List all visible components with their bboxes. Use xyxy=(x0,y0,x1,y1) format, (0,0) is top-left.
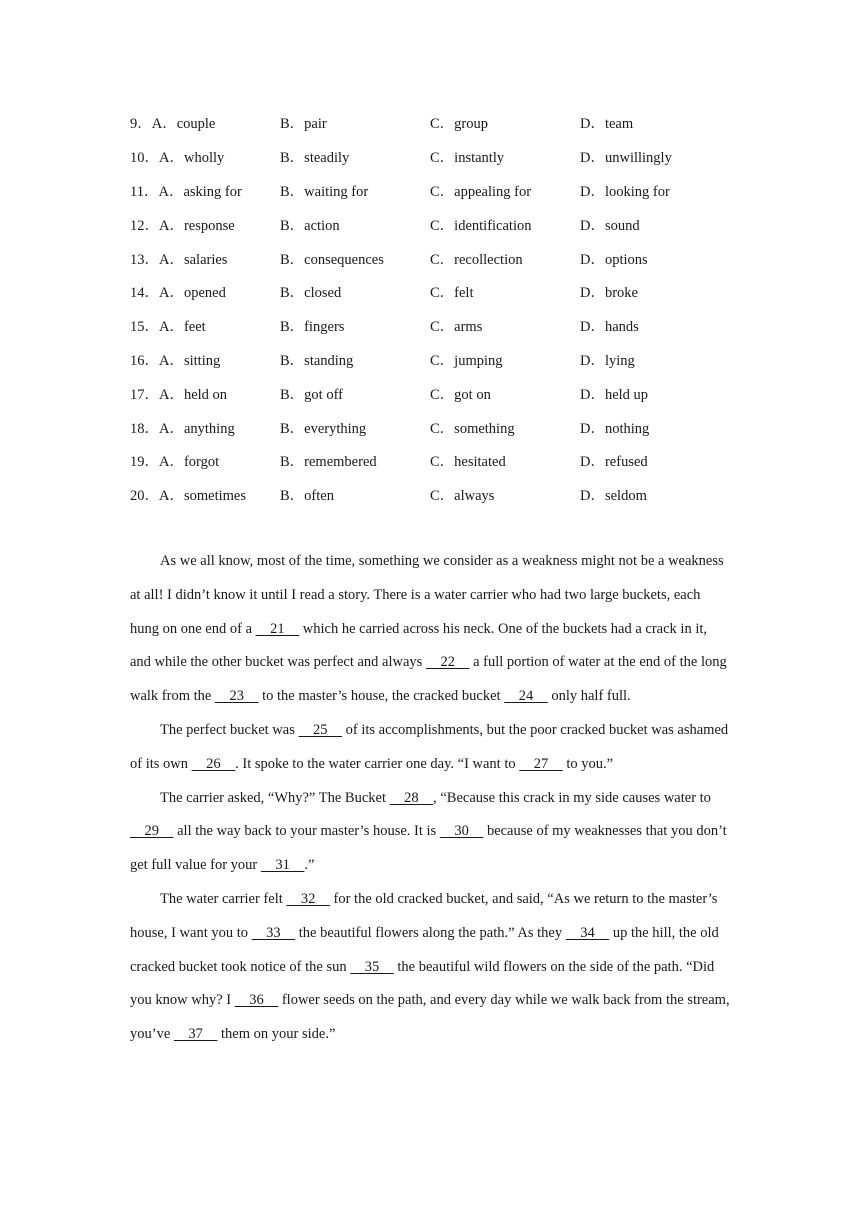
passage-paragraph-3 xyxy=(130,782,730,883)
question-number: 20． xyxy=(130,488,159,505)
blank-21: 21 xyxy=(255,620,300,637)
passage-text: .” xyxy=(304,857,315,874)
option-d: D．nothing xyxy=(580,420,650,437)
option-a: A．couple xyxy=(151,116,216,133)
option-b-cell xyxy=(280,417,430,438)
option-a: A．held on xyxy=(159,386,228,403)
option-c: C．something xyxy=(430,420,515,437)
option-c-cell xyxy=(430,281,580,302)
option-d-cell xyxy=(580,383,730,404)
question-row xyxy=(130,343,770,377)
option-c: C．appealing for xyxy=(430,183,532,200)
option-a-cell xyxy=(130,146,280,167)
option-b-cell xyxy=(280,383,430,404)
option-c: C．jumping xyxy=(430,352,503,369)
blank-26: 26 xyxy=(191,755,236,772)
blank-35: 35 xyxy=(350,958,394,975)
blank-25: 25 xyxy=(298,721,342,738)
question-number: 15． xyxy=(130,319,159,336)
passage-text: to you.” xyxy=(562,755,614,772)
option-c: C．hesitated xyxy=(430,454,506,471)
option-d-cell xyxy=(580,450,730,471)
blank-22: 22 xyxy=(425,654,470,671)
option-a-cell xyxy=(130,112,280,133)
option-d: D．refused xyxy=(580,454,648,471)
blank-37: 37 xyxy=(173,1026,218,1043)
passage-text: the beautiful flowers along the path.” As they xyxy=(295,924,566,941)
passage-text: The carrier asked, “Why?” The Bucket xyxy=(160,789,390,806)
option-d: D．sound xyxy=(580,217,640,234)
option-a-cell xyxy=(130,214,280,235)
option-d-cell xyxy=(580,417,730,438)
option-a-cell xyxy=(130,248,280,269)
passage-paragraph-1 xyxy=(130,545,730,714)
option-c-cell xyxy=(430,484,580,505)
blank-28: 28 xyxy=(389,789,434,806)
question-number: 19． xyxy=(130,454,159,471)
blank-36: 36 xyxy=(234,992,279,1009)
option-a: A．opened xyxy=(159,285,226,302)
option-c-cell xyxy=(430,349,580,370)
question-number: 17． xyxy=(130,386,159,403)
option-d-cell xyxy=(580,248,730,269)
blank-27: 27 xyxy=(519,755,563,772)
option-c: C．identification xyxy=(430,217,532,234)
passage-paragraph-4 xyxy=(130,883,730,1052)
cloze-passage xyxy=(130,545,730,1052)
option-b-cell xyxy=(280,484,430,505)
option-a: A．salaries xyxy=(159,251,228,268)
passage-text: which he carried across his neck. One of the buckets had a crack in it, and while the other bucket was perfect and always xyxy=(130,620,707,671)
option-b: B．action xyxy=(280,217,340,234)
option-a: A．sitting xyxy=(159,352,221,369)
option-a: A．response xyxy=(159,217,235,234)
passage-text: The perfect bucket was xyxy=(160,721,299,738)
passage-text: all the way back to your master’s house. It is xyxy=(173,823,440,840)
option-d-cell xyxy=(580,214,730,235)
option-b-cell xyxy=(280,450,430,471)
option-b: B．remembered xyxy=(280,454,377,471)
option-a-cell xyxy=(130,383,280,404)
option-b: B．consequences xyxy=(280,251,384,268)
passage-text: because of my weaknesses that you don’t get full value for your xyxy=(130,823,727,874)
passage-text: As we all know, most of the time, something we consider as a weakness might not be a weakness at all! I didn’t know it until I read a story. There is a water carrier who had two large buckets, each hung on one end of a xyxy=(130,553,724,637)
passage-text: for the old cracked bucket, and said, “As we return to the master’s house, I want you to xyxy=(130,890,718,941)
option-c: C．got on xyxy=(430,386,491,403)
question-number: 18． xyxy=(130,420,159,437)
option-c-cell xyxy=(430,112,580,133)
question-row xyxy=(130,140,770,174)
passage-text: of its accomplishments, but the poor cracked bucket was ashamed of its own xyxy=(130,721,729,772)
option-a: A．wholly xyxy=(159,150,225,167)
passage-text: them on your side.” xyxy=(217,1026,336,1043)
option-c-cell xyxy=(430,450,580,471)
question-number: 9． xyxy=(130,116,152,133)
option-b-cell xyxy=(280,214,430,235)
question-row xyxy=(130,376,770,410)
option-a: A．forgot xyxy=(159,454,220,471)
option-b: B．steadily xyxy=(280,150,350,167)
question-row xyxy=(130,444,770,478)
passage-text: only half full. xyxy=(547,688,631,705)
option-c-cell xyxy=(430,417,580,438)
blank-29: 29 xyxy=(130,823,174,840)
option-d: D．hands xyxy=(580,319,639,336)
option-a: A．feet xyxy=(159,319,206,336)
option-b-cell xyxy=(280,180,430,201)
option-b-cell xyxy=(280,349,430,370)
question-row xyxy=(130,275,770,309)
question-number: 16． xyxy=(130,352,159,369)
passage-text: The water carrier felt xyxy=(160,890,287,907)
option-a: A．anything xyxy=(159,420,235,437)
option-c: C．always xyxy=(430,488,495,505)
question-number: 10． xyxy=(130,150,159,167)
question-number: 12． xyxy=(130,217,159,234)
option-c: C．felt xyxy=(430,285,474,302)
option-d-cell xyxy=(580,281,730,302)
option-b: B．fingers xyxy=(280,319,345,336)
option-a: A．asking for xyxy=(158,183,242,200)
option-c: C．arms xyxy=(430,319,483,336)
blank-34: 34 xyxy=(565,924,610,941)
blank-33: 33 xyxy=(251,924,296,941)
option-a-cell xyxy=(130,417,280,438)
option-d: D．lying xyxy=(580,352,635,369)
question-row xyxy=(130,410,770,444)
question-row xyxy=(130,174,770,208)
question-row xyxy=(130,309,770,343)
option-c-cell xyxy=(430,383,580,404)
option-c: C．recollection xyxy=(430,251,523,268)
blank-30: 30 xyxy=(439,823,484,840)
passage-text: flower seeds on the path, and every day while we walk back from the stream, you’ve xyxy=(130,992,730,1043)
option-d-cell xyxy=(580,112,730,133)
question-number: 11． xyxy=(130,183,159,200)
option-a-cell xyxy=(130,281,280,302)
option-b-cell xyxy=(280,281,430,302)
option-b-cell xyxy=(280,112,430,133)
option-c-cell xyxy=(430,180,580,201)
option-b-cell xyxy=(280,315,430,336)
blank-32: 32 xyxy=(286,890,330,907)
passage-text: to the master’s house, the cracked bucket xyxy=(258,688,505,705)
option-b: B．pair xyxy=(280,116,327,133)
option-b-cell xyxy=(280,146,430,167)
option-d-cell xyxy=(580,349,730,370)
question-number: 14． xyxy=(130,285,159,302)
option-b: B．waiting for xyxy=(280,183,369,200)
option-a-cell xyxy=(130,315,280,336)
passage-paragraph-2 xyxy=(130,714,730,782)
option-d: D．looking for xyxy=(580,183,670,200)
blank-23: 23 xyxy=(214,688,259,705)
passage-text: up the hill, the old cracked bucket took notice of the sun xyxy=(130,924,719,975)
blank-24: 24 xyxy=(504,688,548,705)
option-c-cell xyxy=(430,248,580,269)
option-d-cell xyxy=(580,315,730,336)
blank-31: 31 xyxy=(260,857,305,874)
option-a-cell xyxy=(130,180,280,201)
option-b: B．often xyxy=(280,488,334,505)
option-a: A．sometimes xyxy=(159,488,246,505)
option-c: C．instantly xyxy=(430,150,505,167)
option-d-cell xyxy=(580,484,730,505)
option-a-cell xyxy=(130,484,280,505)
passage-text: . It spoke to the water carrier one day. “I want to xyxy=(235,755,520,772)
answer-options-list xyxy=(130,106,770,512)
option-c-cell xyxy=(430,146,580,167)
option-c-cell xyxy=(430,315,580,336)
passage-text: , “Because this crack in my side causes water to xyxy=(433,789,711,806)
option-c: C．group xyxy=(430,116,488,133)
option-b: B．standing xyxy=(280,352,354,369)
option-d: D．options xyxy=(580,251,648,268)
question-row xyxy=(130,106,770,140)
question-row xyxy=(130,207,770,241)
option-d: D．unwillingly xyxy=(580,150,672,167)
option-b-cell xyxy=(280,248,430,269)
option-d-cell xyxy=(580,146,730,167)
option-a-cell xyxy=(130,349,280,370)
question-number: 13． xyxy=(130,251,159,268)
option-d: D．held up xyxy=(580,386,649,403)
option-d: D．seldom xyxy=(580,488,647,505)
option-c-cell xyxy=(430,214,580,235)
option-d: D．team xyxy=(580,116,634,133)
option-b: B．closed xyxy=(280,285,342,302)
option-b: B．got off xyxy=(280,386,343,403)
passage-text: the beautiful wild flowers on the side of the path. “Did you know why? I xyxy=(130,958,715,1009)
passage-text: a full portion of water at the end of the long walk from the xyxy=(130,654,727,705)
option-a-cell xyxy=(130,450,280,471)
option-b: B．everything xyxy=(280,420,367,437)
question-row xyxy=(130,478,770,512)
option-d-cell xyxy=(580,180,730,201)
option-d: D．broke xyxy=(580,285,638,302)
question-row xyxy=(130,241,770,275)
